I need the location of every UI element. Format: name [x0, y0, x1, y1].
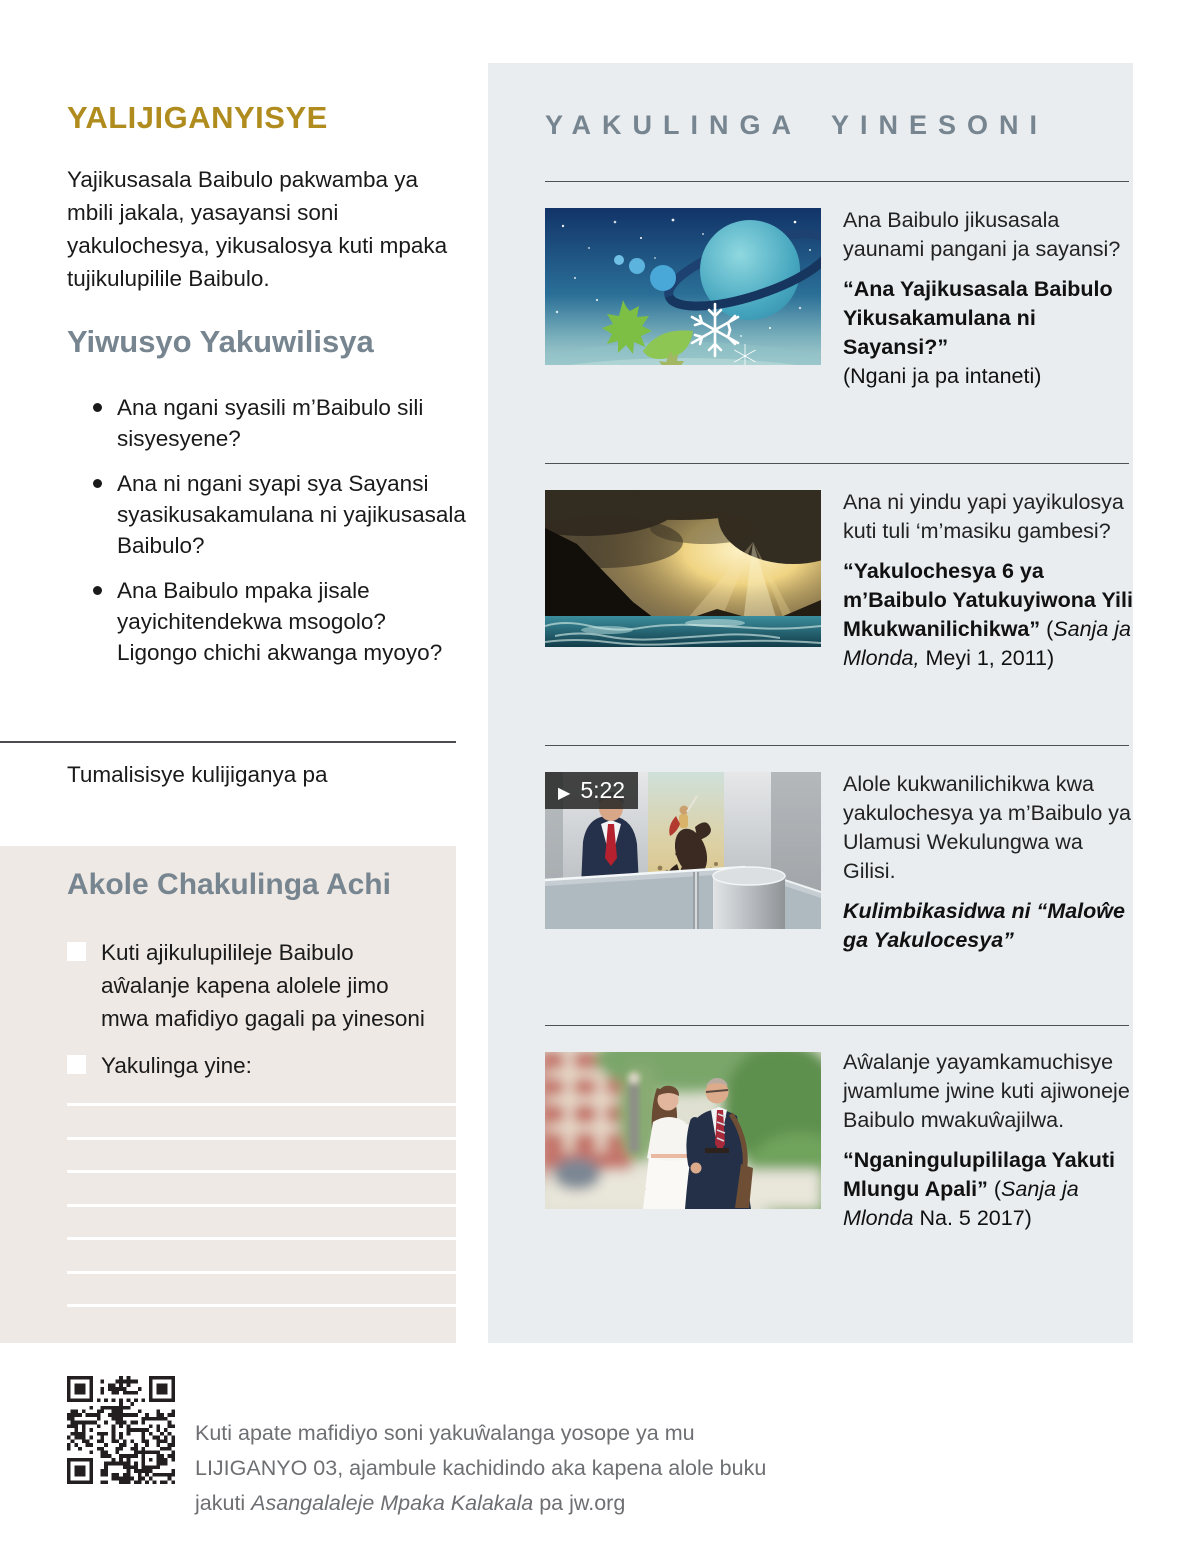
goal-label: Kuti ajikulupilileje Baibulo aŵalanje kapena alolele jimo mwa mafidiyo gagali pa yinesoni: [101, 940, 425, 1031]
item-divider: [545, 181, 1129, 182]
goal-label: Yakulinga yine:: [101, 1053, 252, 1078]
list-item: Ana ngani syasili m’Baibulo sili sisyesyene?: [67, 392, 467, 454]
resource-question: Ana Baibulo jikusasala yaunami pangani ja sayansi?: [843, 208, 1121, 261]
checkbox[interactable]: [67, 942, 86, 961]
goals-heading: Akole Chakulinga Achi: [67, 868, 391, 901]
video-duration-badge: [545, 772, 638, 809]
resource-reference: “Yakulochesya 6 ya m’Baibulo Yatukuyiwona Yili Mkukwanilichikwa” (Sanja ja Mlonda, Meyi 1, 2011): [843, 559, 1133, 670]
questions-heading: Yiwusyo Yakuwilisya: [67, 324, 374, 359]
online-resources-panel: [488, 63, 1133, 1343]
checkbox[interactable]: [67, 1055, 86, 1074]
resource-thumbnail-storm[interactable]: [545, 490, 821, 647]
goals-box: [0, 846, 456, 1343]
storm-illustration: [545, 490, 821, 647]
finish-note: Tumalisisye kulijiganya pa: [67, 762, 328, 787]
write-line[interactable]: [67, 1170, 456, 1173]
resource-question: Ana ni yindu yapi yayikulosya kuti tuli ‘m’masiku gambesi?: [843, 490, 1124, 543]
resource-item: [843, 206, 1137, 391]
resource-item: [843, 770, 1137, 955]
video-duration: 5:22: [580, 777, 626, 803]
planet-illustration: [545, 208, 821, 365]
play-icon: [558, 777, 580, 804]
resource-question: Alole kukwanilichikwa kwa yakulochesya ya m’Baibulo ya Ulamusi Wekulungwa wa Gilisi.: [843, 772, 1132, 883]
write-line[interactable]: [67, 1271, 456, 1274]
item-divider: [545, 463, 1129, 464]
write-line[interactable]: [67, 1237, 456, 1240]
resource-reference: Kulimbikasidwa ni “Maloŵe ga Yakulocesya”: [843, 899, 1125, 952]
resource-item: [843, 488, 1137, 673]
write-line[interactable]: [67, 1304, 456, 1307]
resource-reference: “Nganingulupililaga Yakuti Mlungu Apali” (Sanja ja Mlonda Na. 5 2017): [843, 1148, 1115, 1230]
panel-heading: YAKULINGA YINESONI: [545, 110, 1049, 140]
resource-thumbnail-video[interactable]: [545, 772, 821, 929]
item-divider: [545, 745, 1129, 746]
resource-thumbnail-couple[interactable]: [545, 1052, 821, 1209]
footer-note: Kuti apate mafidiyo soni yakuŵalanga yosope ya mu LIJIGANYO 03, ajambule kachidindo aka kapena alole buku jakuti Asangalaleje Mpaka Kalakala pa jw.org: [195, 1421, 767, 1515]
item-divider: [545, 1025, 1129, 1026]
write-line[interactable]: [67, 1103, 456, 1106]
questions-list: [67, 392, 467, 682]
list-item: Ana Baibulo mpaka jisale yayichitendekwa msogolo? Ligongo chichi akwanga myoyo?: [67, 575, 467, 668]
write-lines: [67, 1103, 456, 1338]
bullet-icon: [93, 586, 102, 595]
write-line[interactable]: [67, 1137, 456, 1140]
bullet-icon: [93, 403, 102, 412]
resource-item: [843, 1048, 1137, 1233]
resource-thumbnail-planet[interactable]: [545, 208, 821, 365]
bullet-icon: [93, 479, 102, 488]
couple-illustration: [545, 1052, 821, 1209]
goal-item: [67, 1049, 433, 1082]
goal-item: [67, 936, 433, 1035]
page-title: YALIJIGANYISYE: [67, 100, 328, 135]
qr-code: [67, 1376, 175, 1484]
resource-reference: “Ana Yajikusasala Baibulo Yikusakamulana ni Sayansi?” (Ngani ja pa intaneti): [843, 277, 1113, 388]
intro-paragraph: Yajikusasala Baibulo pakwamba ya mbili jakala, yasayansi soni yakulochesya, yikusalosya kuti mpaka tujikulupilile Baibulo.: [67, 167, 448, 291]
write-line[interactable]: [67, 1204, 456, 1207]
list-item: Ana ni ngani syapi sya Sayansi syasikusakamulana ni yajikusasala Baibulo?: [67, 468, 467, 561]
resource-question: Aŵalanje yayamkamuchisye jwamlume jwine kuti ajiwoneje Baibulo mwakuŵajilwa.: [843, 1050, 1130, 1132]
horizontal-rule: [0, 741, 456, 743]
